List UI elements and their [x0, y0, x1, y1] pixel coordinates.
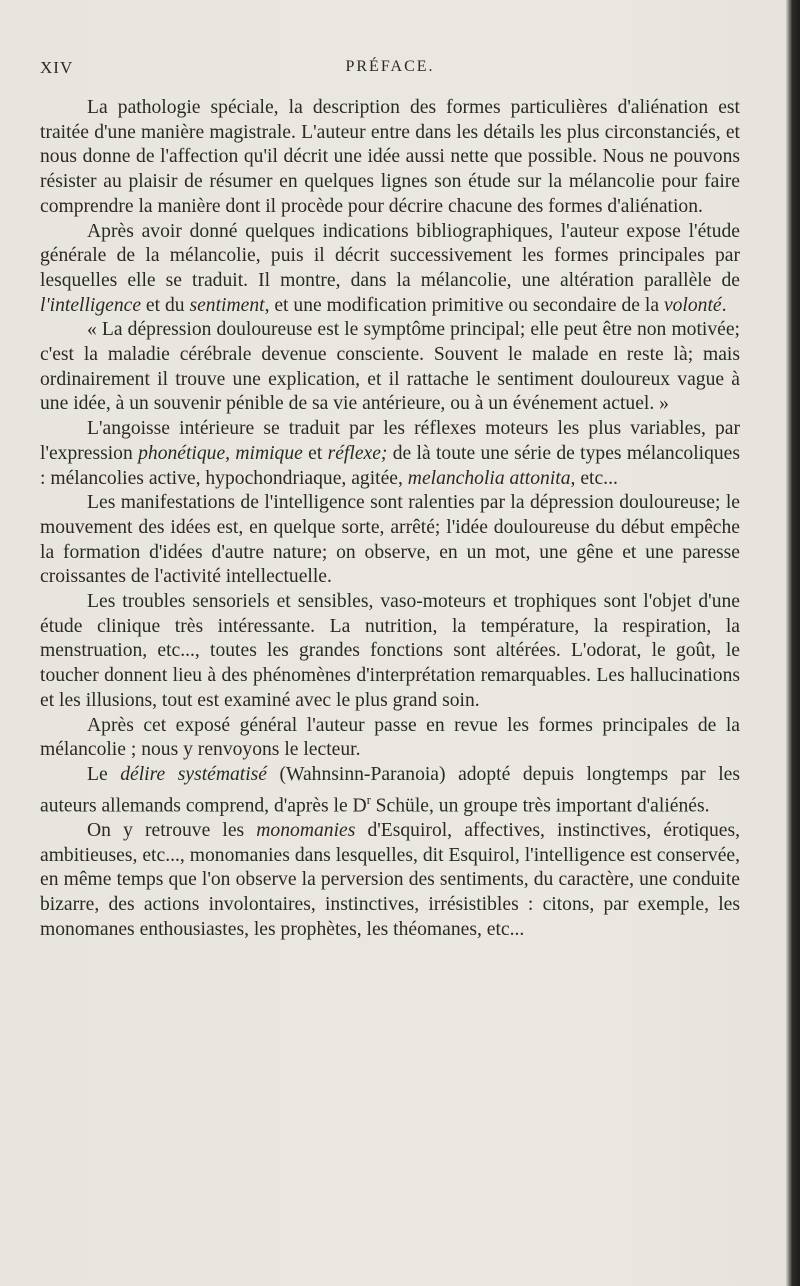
paragraph-sensory-troubles: Les troubles sensoriels et sensibles, vaso-moteurs et trophiques sont l'objet d'une étude clinique très intéressante. La nutrition, la température, la respiration, la menstruation, etc..., toutes les grandes fonctions sont altérées. L'odorat, le goût, le toucher donnent lieu à des phénomènes d'interprétation remarquables. Les hallucinations et les illusions, tout est examiné avec le plus grand soin. — [40, 591, 740, 711]
page-number: XIV — [40, 58, 74, 77]
paragraph-principal-forms: Après cet exposé général l'auteur passe en revue les formes principales de la mélancolie ; nous y renvoyons le lecteur. — [40, 714, 740, 761]
paragraph-delire-systematise: Le délire systématisé (Wahnsinn-Paranoia) adopté depuis longtemps par les auteurs allemands comprend, d'après le $D^r$ Schüle, un groupe très important d'aliénés. — [40, 763, 740, 817]
emphasis-sentiment: sentiment — [189, 294, 265, 316]
emphasis-volonte: volonté — [663, 294, 722, 316]
page-header — [40, 58, 740, 82]
page-binding-edge — [786, 0, 800, 1286]
running-title: PRÉFACE. — [345, 58, 435, 75]
emphasis-monomanies: monomanies — [256, 819, 356, 841]
emphasis-intelligence: l'intelligence — [40, 294, 142, 316]
paragraph-quote-depression: « La dépression douloureuse est le symptôme principal; elle peut être non motivée; c'est la maladie cérébrale devenue consciente. Souvent le malade en reste là; mais ordinairement il trouve une explication, et il rattache le sentiment douloureux vague à une idée, à un souvenir pénible de sa vie antérieure, ou à un événement actuel. » — [40, 319, 740, 415]
superscript-r: r — [366, 792, 371, 807]
paragraph-anguish: L'angoisse intérieure se traduit par les réflexes moteurs les plus variables, par l'expression phonétique, mimique et réflexe; de là toute une série de types mélancoliques : mélancolies active, hypochondriaque, agitée, melancholia attonita, etc... — [40, 418, 740, 489]
emphasis-melancholia-attonita: melancholia attonita — [407, 467, 571, 489]
paragraph-pathology: La pathologie spéciale, la description des formes particulières d'aliénation est traitée d'une manière magistrale. L'auteur entre dans les détails les plus circonstanciés, et nous donne de l'affection qu'il décrit une idée aussi nette que possible. Nous ne pouvons résister au plaisir de résumer en quelques lignes son étude sur la mélancolie pour faire comprendre la manière dont il procède pour décrire chacune des formes d'aliénation. — [40, 97, 740, 217]
emphasis-phonetique-mimique: phonétique, mimique — [138, 442, 303, 464]
paragraph-melancholy-overview: Après avoir donné quelques indications bibliographiques, l'auteur expose l'étude générale de la mélancolie, puis il décrit successivement les formes principales par lesquelles elle se traduit. Il montre, dans la mélancolie, une altération parallèle de l'intelligence et du sentiment, et une modification primitive ou secondaire de la volonté. — [40, 220, 740, 316]
paragraph-intelligence: Les manifestations de l'intelligence sont ralenties par la dépression douloureuse; le mouvement des idées est, en quelque sorte, arrêté; l'idée douloureuse du début empêche la formation d'idées d'autre nature; on observe, en un mot, une gêne et une paresse croissantes de l'activité intellectuelle. — [40, 492, 740, 588]
body-text — [40, 96, 740, 942]
paragraph-monomanies: On y retrouve les monomanies d'Esquirol, affectives, instinctives, érotiques, ambitieuses, etc..., monomanies dans lesquelles, dit Esquirol, l'intelligence est conservée, en même temps que l'on observe la perversion des sentiments, du caractère, une conduite bizarre, des actions involontaires, instinctives, irrésistibles : citons, par exemple, les monomanes enthousiastes, les prophètes, les théomanes, etc... — [40, 819, 740, 940]
emphasis-delire-systematise: délire systématisé — [120, 763, 267, 785]
emphasis-reflexe: réflexe; — [327, 442, 388, 464]
